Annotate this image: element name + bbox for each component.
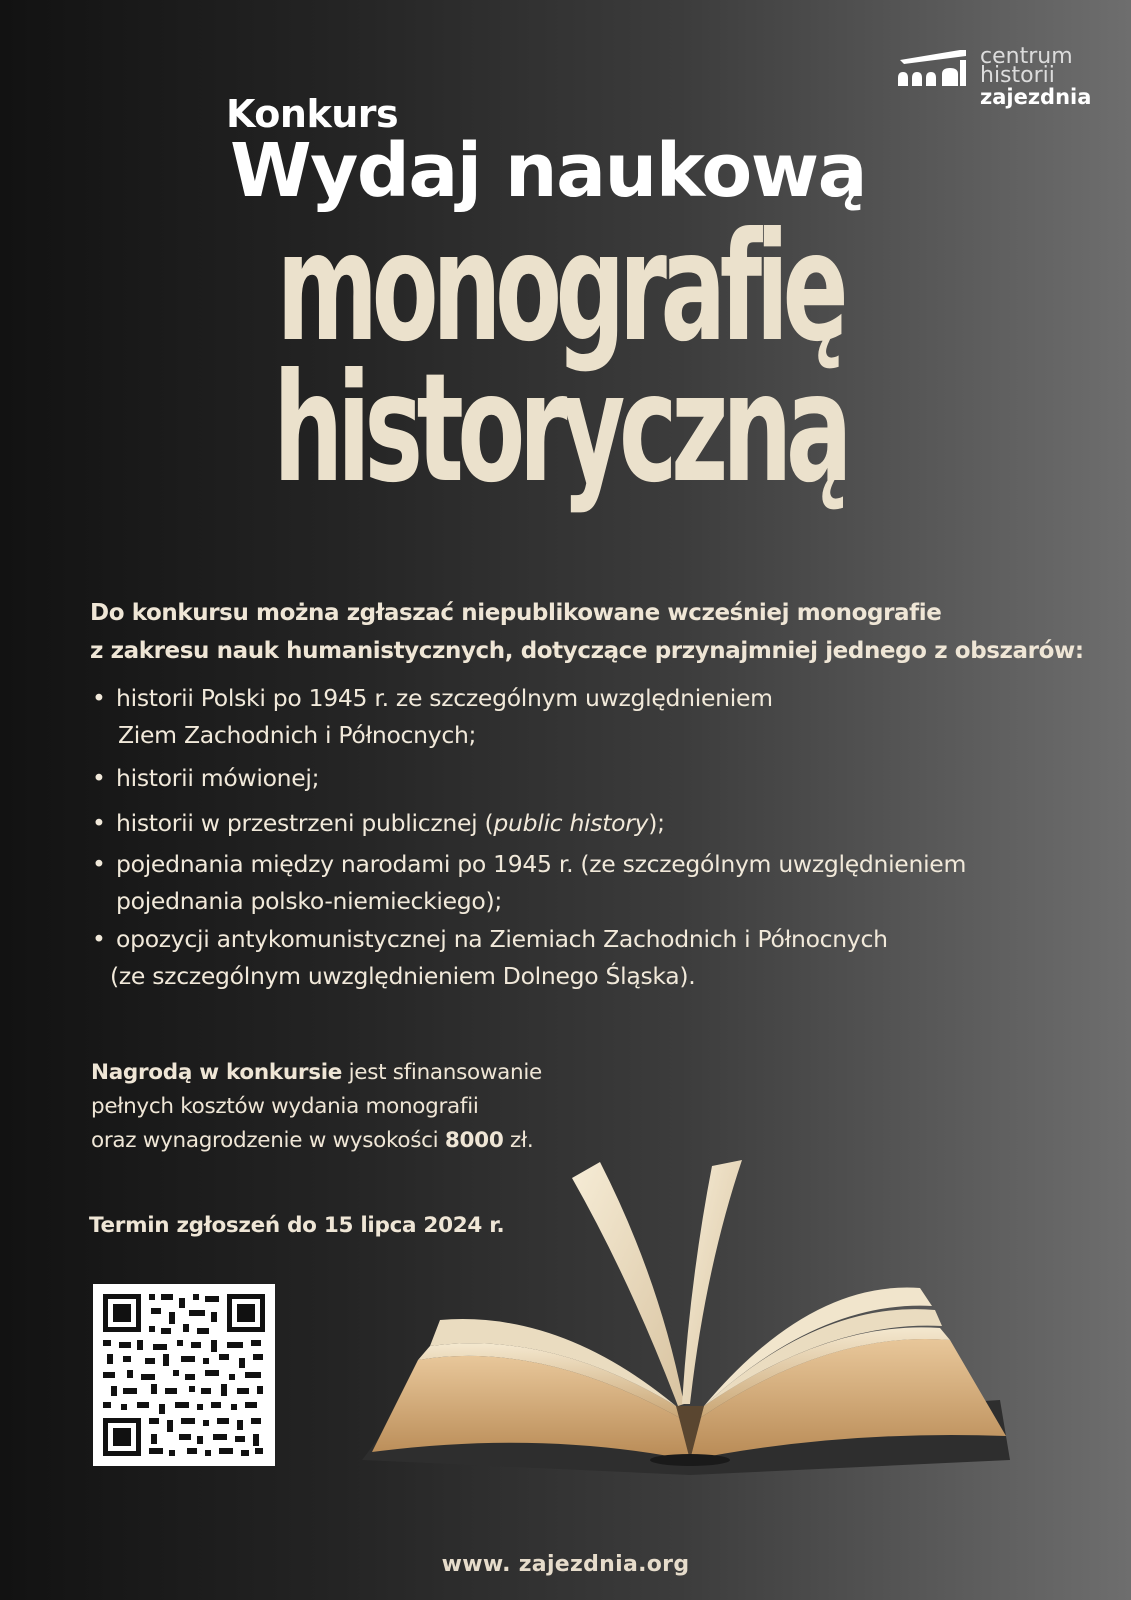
- building-arches-icon: [896, 48, 968, 88]
- logo-line-centrum: centrum: [980, 44, 1073, 69]
- intro-line-2: z zakresu nauk humanistycznych, dotyczące przynajmniej jednego z obszarów:: [90, 638, 1084, 664]
- bullet: •: [92, 850, 106, 878]
- bullet: •: [92, 684, 106, 712]
- qr-code-icon: [93, 1284, 275, 1466]
- list-item-text-continued: pojednania polsko-niemieckiego);: [116, 887, 502, 915]
- list-item-text-continued: Ziem Zachodnich i Północnych;: [118, 721, 477, 749]
- open-book-illustration: [360, 1160, 1040, 1512]
- intro-paragraph: [90, 594, 1084, 670]
- prize-line-3: [91, 1124, 542, 1158]
- list-item-text-before: historii w przestrzeni publicznej (: [116, 809, 494, 837]
- title-line-1: Wydaj naukową: [230, 128, 867, 214]
- prize-paragraph: [91, 1056, 542, 1158]
- title-line-2: monografię: [276, 201, 843, 375]
- list-item-text: [116, 805, 665, 842]
- qr-code[interactable]: [93, 1284, 275, 1466]
- prize-line-1: [91, 1056, 542, 1090]
- prize-label: Nagrodą w konkursie: [91, 1060, 343, 1085]
- list-item-text-continued: (ze szczególnym uwzględnieniem Dolnego Śląska).: [110, 962, 696, 990]
- logo: [896, 46, 1096, 116]
- list-item-text-after: );: [648, 809, 665, 837]
- list-item-text-italic: public history: [493, 809, 649, 837]
- bullet: •: [92, 764, 106, 792]
- website-link[interactable]: www. zajezdnia.org: [441, 1552, 690, 1577]
- bullet: •: [92, 809, 106, 837]
- list-item-text: historii mówionej;: [116, 764, 320, 792]
- prize-line-2: pełnych kosztów wydania monografii: [91, 1094, 479, 1119]
- prize-amount: 8000: [444, 1128, 504, 1153]
- open-book-icon: [360, 1160, 1040, 1512]
- list-item-text: opozycji antykomunistycznej na Ziemiach Zachodnich i Północnych: [116, 925, 888, 953]
- title-kicker: Konkurs: [226, 92, 399, 136]
- title-line-3: historyczną: [273, 342, 847, 516]
- prize-line-3-text: oraz wynagrodzenie w wysokości: [91, 1128, 445, 1153]
- prize-currency: zł.: [503, 1128, 534, 1153]
- logo-line-historii: historii: [980, 63, 1055, 88]
- prize-line-1-rest: jest sfinansowanie: [342, 1060, 542, 1085]
- deadline: Termin zgłoszeń do 15 lipca 2024 r.: [89, 1213, 505, 1238]
- list-item-text: historii Polski po 1945 r. ze szczególnym uwzględnieniem: [116, 684, 773, 712]
- list-item-text: pojednania między narodami po 1945 r. (ze szczególnym uwzględnieniem: [116, 850, 967, 878]
- bullet: •: [92, 925, 106, 953]
- intro-line-1: Do konkursu można zgłaszać niepublikowane wcześniej monografie: [90, 600, 942, 626]
- logo-line-zajezdnia: zajezdnia: [980, 85, 1092, 109]
